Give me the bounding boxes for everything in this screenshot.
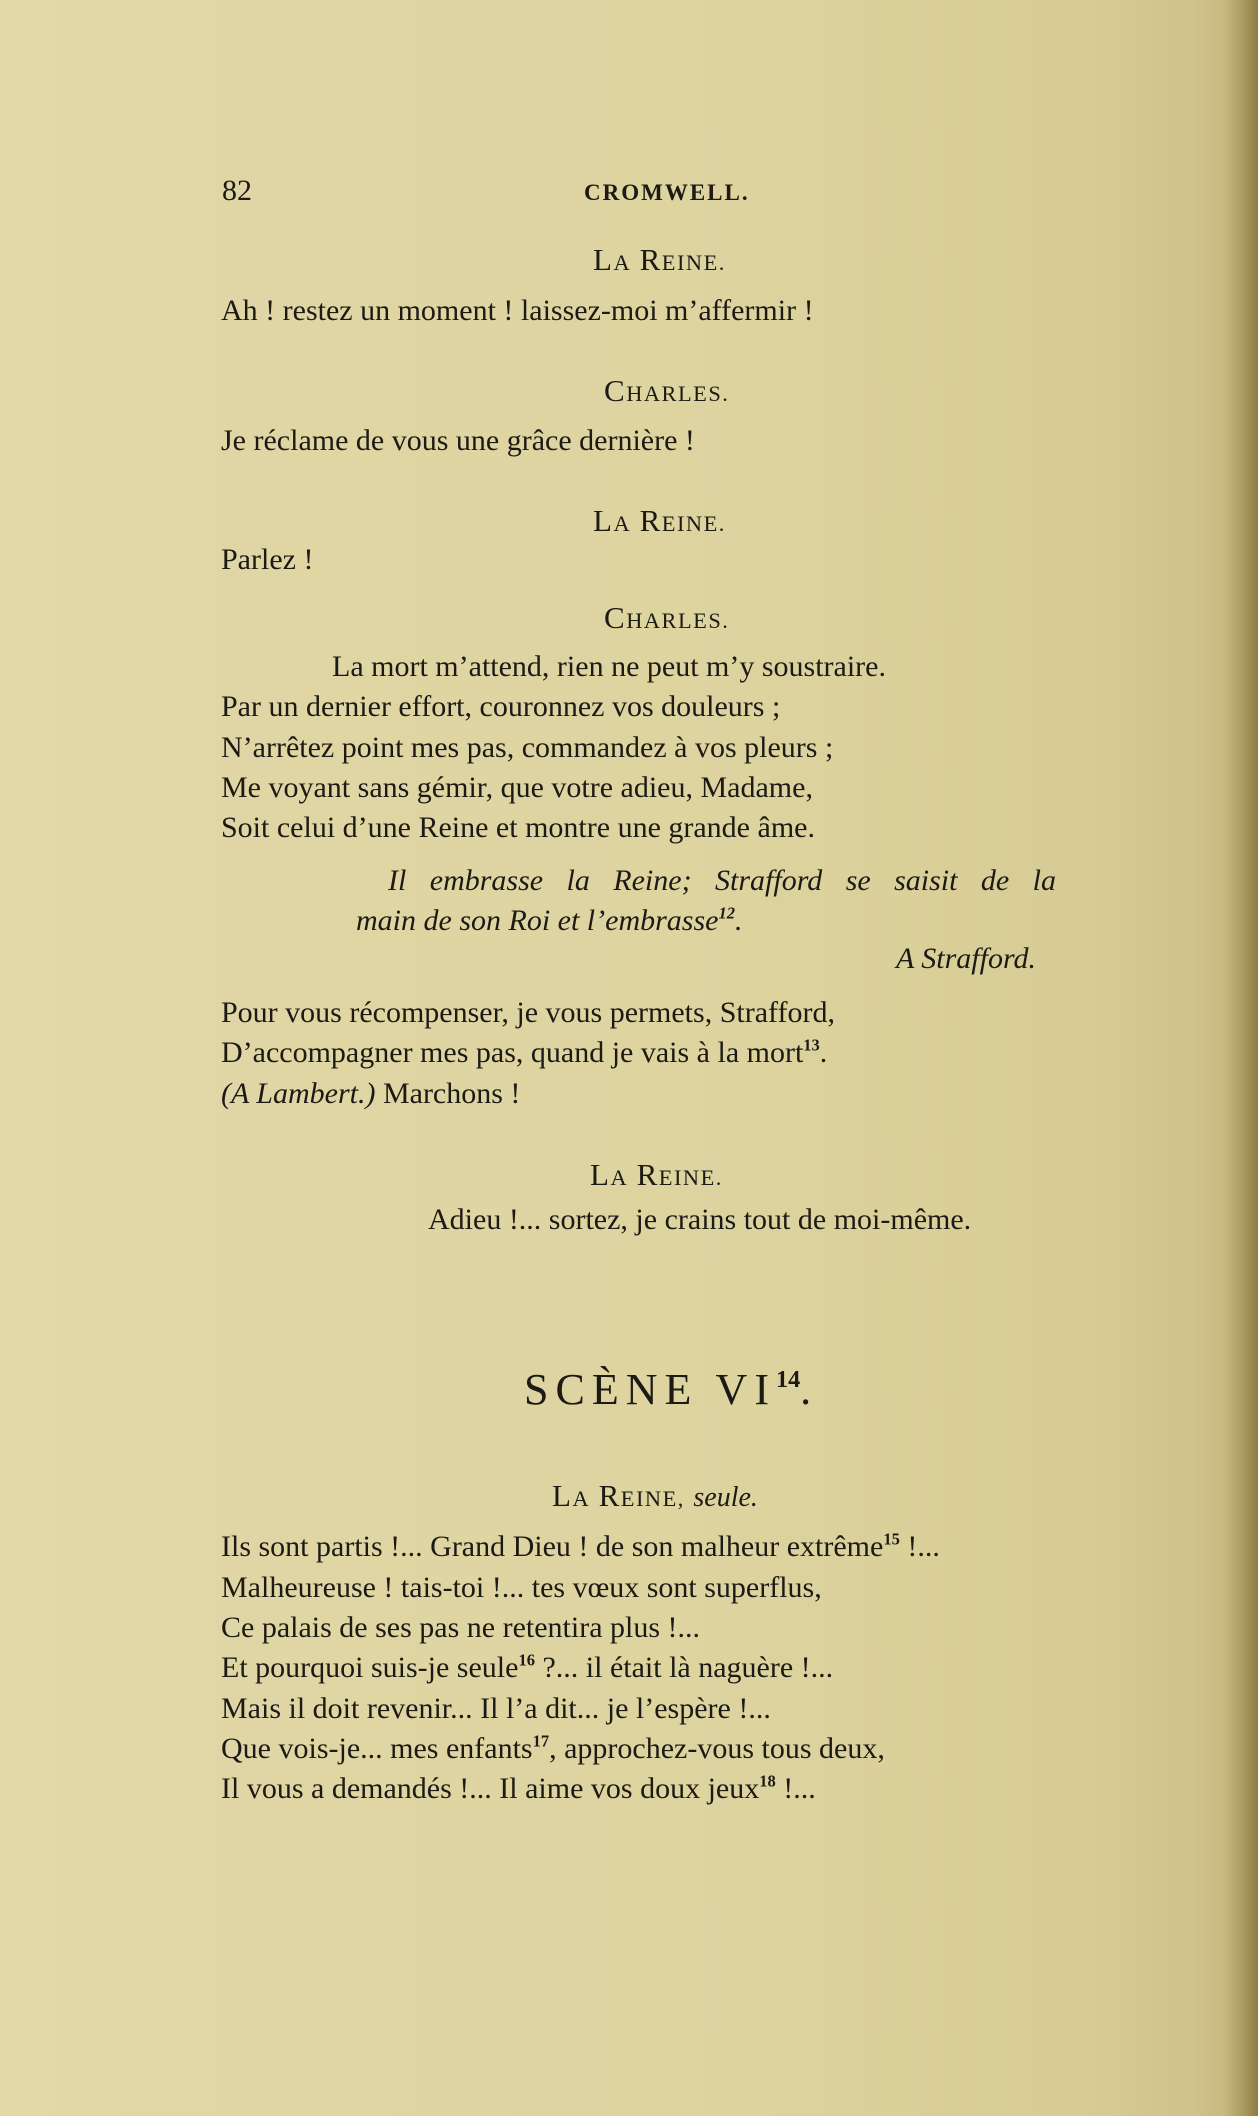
inline-stage-direction: (A Lambert.) (221, 1077, 376, 1110)
speaker-label: CHARLES. (604, 373, 730, 408)
stage-direction: main de son Roi et l’embrasse$^{12}$. (356, 903, 743, 937)
verse-line: Mais il doit revenir... Il l’a dit... je l’espère !... (221, 1692, 771, 1725)
footnote-ref: 13 (803, 1035, 820, 1055)
verse-line: Et pourquoi suis-je seule$^{16}$ ?... il était là naguère !... (221, 1650, 834, 1684)
dialogue-line: Adieu !... sortez, je crains tout de moi-même. (428, 1203, 972, 1236)
footnote-ref: 16 (518, 1650, 535, 1670)
speaker-label: LA REINE. (590, 1157, 723, 1192)
verse-line: La mort m’attend, rien ne peut m’y soustraire. (332, 650, 886, 683)
verse-line: Pour vous récompenser, je vous permets, Strafford, (221, 996, 835, 1029)
dialogue-line: Je réclame de vous une grâce dernière ! (221, 424, 695, 457)
running-title: CROMWELL. (584, 180, 750, 205)
verse-line: (A Lambert.) Marchons ! (221, 1077, 521, 1110)
book-spine-shadow (1224, 0, 1258, 2116)
verse-line: Ce palais de ses pas ne retentira plus !... (221, 1611, 701, 1644)
speaker-label: CHARLES. (604, 600, 730, 635)
verse-line: Que vois-je... mes enfants$^{17}$, approchez-vous tous deux, (221, 1731, 885, 1765)
verse-line: D’accompagner mes pas, quand je vais à la mort$^{13}$. (221, 1035, 828, 1069)
verse-line: Me voyant sans gémir, que votre adieu, Madame, (221, 771, 813, 804)
footnote-ref: 17 (532, 1731, 550, 1751)
footnote-ref: 14 (775, 1366, 801, 1394)
speaker-label: LA REINE, seule. (552, 1478, 758, 1513)
stage-direction: A Strafford. (896, 942, 1037, 975)
verse-line: Ils sont partis !... Grand Dieu ! de son malheur extrême$^{15}$ !... (221, 1529, 940, 1563)
speaker-label: LA REINE. (593, 242, 726, 277)
scene-title: SCÈNE VI$^{14}$. (524, 1365, 819, 1414)
page-number: 82 (222, 174, 252, 207)
stage-direction: Il embrasse la Reine; Strafford se saisit de la (388, 864, 1056, 897)
footnote-ref: 12 (718, 903, 735, 923)
verse-line: N’arrêtez point mes pas, commandez à vos pleurs ; (221, 731, 834, 764)
verse-line: Soit celui d’une Reine et montre une grande âme. (221, 811, 815, 844)
speaker-label: LA REINE. (593, 503, 726, 538)
dialogue-line: Parlez ! (221, 543, 314, 576)
footnote-ref: 18 (759, 1771, 776, 1791)
verse-line: Par un dernier effort, couronnez vos douleurs ; (221, 690, 781, 723)
verse-line: Malheureuse ! tais-toi !... tes vœux sont superflus, (221, 1571, 822, 1604)
verse-line: Il vous a demandés !... Il aime vos doux jeux$^{18}$ !... (221, 1771, 816, 1805)
dialogue-line: Ah ! restez un moment ! laissez-moi m’affermir ! (221, 294, 814, 327)
speaker-direction: seule. (693, 1482, 758, 1513)
footnote-ref: 15 (883, 1529, 900, 1549)
